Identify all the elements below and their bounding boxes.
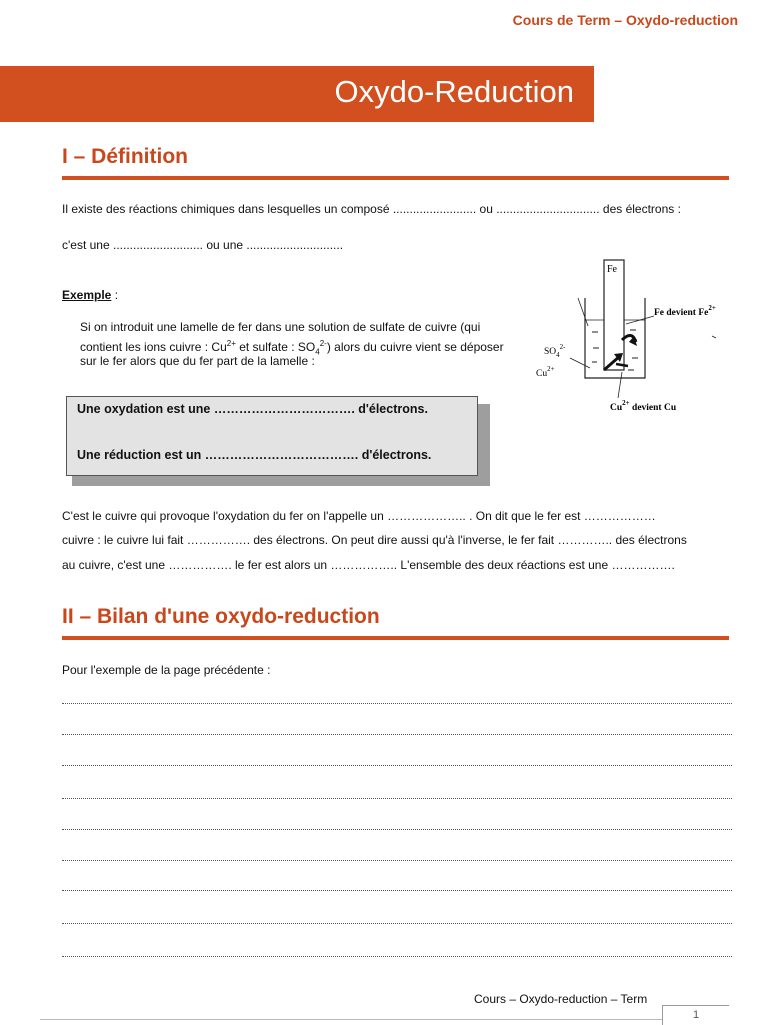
answer-line [62, 703, 732, 704]
so4-charge: 2- [319, 339, 327, 348]
title-banner [0, 66, 594, 122]
definition-line-2: c'est une ........................... ou une ............................. [62, 238, 344, 252]
cu-charge: 2+ [226, 339, 236, 348]
page-title: Oxydo-Reduction [334, 74, 574, 109]
answer-line [62, 829, 732, 830]
example-colon: : [111, 288, 119, 302]
example-line-2-part-b: et sulfate : SO [235, 340, 316, 354]
section-1-heading: I – Définition [62, 145, 188, 168]
section-2-intro: Pour l'exemple de la page précédente : [62, 663, 271, 677]
reduction-definition: Une réduction est un ………………………………. d'électrons. [77, 448, 432, 462]
example-label: Exemple [62, 288, 112, 302]
so4-subscript: 4 [315, 347, 320, 357]
label-fe: Fe [607, 264, 617, 275]
example-line-2-part-c: ) alors du cuivre vient se déposer [326, 340, 504, 354]
example-line-1: Si on introduit une lamelle de fer dans une solution de sulfate de cuivre (qui [80, 320, 481, 334]
answer-line [62, 734, 732, 735]
label-fe-devient: Fe devient $Fe^{2+}$ [654, 304, 716, 318]
page-number-box [662, 1005, 729, 1025]
running-header: Cours de Term – Oxydo-reduction [512, 12, 738, 28]
answer-line [62, 860, 732, 861]
section-1-rule [62, 176, 729, 180]
paragraph-line-1: C'est le cuivre qui provoque l'oxydation du fer on l'appelle un ……………….. . On dit que le fer est ……………… [62, 509, 656, 523]
paragraph-line-3: au cuivre, c'est une ……………. le fer est alors un …………….. L'ensemble des deux réactions est une ……………. [62, 558, 675, 572]
answer-line [62, 890, 732, 891]
answer-line [62, 765, 732, 766]
example-line-2-part-a: contient les ions cuivre : Cu [80, 340, 227, 354]
section-2-heading: II – Bilan d'une oxydo-reduction [62, 605, 380, 628]
footer-text: Cours – Oxydo-reduction – Term [474, 992, 648, 1006]
label-cu-devient: $Cu^{2+}$ devient Cu [610, 399, 677, 413]
example-line-3: sur le fer alors que du fer part de la lamelle : [80, 354, 315, 368]
label-so4: $SO_4^{2-}$ [544, 343, 566, 359]
label-cu: $Cu^{2+}$ [536, 365, 555, 379]
answer-line [62, 923, 732, 924]
paragraph-line-2: cuivre : le cuivre lui fait ……………. des électrons. On peut dire aussi qu'à l'inverse, le fer fait ………….. des électrons [62, 533, 687, 547]
definition-line-1: Il existe des réactions chimiques dans lesquelles un composé ......................... ou ............................... des électrons : [62, 202, 681, 216]
page-number: 1 [692, 1009, 700, 1021]
definition-box [66, 396, 478, 476]
oxidation-definition: Une oxydation est une ……………………………. d'électrons. [77, 402, 428, 416]
answer-line [62, 798, 732, 799]
leader-so4 [578, 298, 588, 326]
leader-tick [712, 336, 716, 338]
footer-rule [40, 1019, 662, 1020]
example-heading [62, 287, 118, 303]
leader-cu-devient [618, 372, 622, 398]
section-2-rule [62, 636, 729, 640]
leader-cu [570, 358, 590, 368]
answer-line [62, 956, 732, 957]
beaker-figure [530, 258, 740, 418]
